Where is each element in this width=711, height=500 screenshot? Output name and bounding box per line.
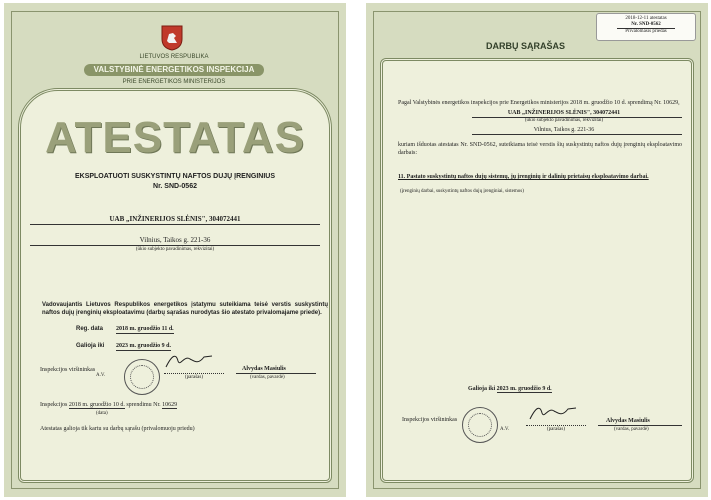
corner-number: Nr. SND-0562 [617, 22, 675, 29]
order-number: 10629 [162, 402, 178, 408]
annex-inspector-label: Inspekcijos viršininkas [402, 417, 458, 423]
order-date: 2018 m. gruodžio 10 d. [68, 402, 125, 408]
official-name-line [236, 373, 316, 374]
annex-stamp-seal-icon [462, 407, 498, 443]
annex-holder-caption: (ūkio subjekto pavadinimas, rekvizitai) [524, 118, 604, 123]
holder-address: Vilnius, Taikos g. 221-36 [139, 236, 211, 244]
seal-initials: A.V. [96, 373, 106, 378]
annex-valid-label: Galioja iki [468, 386, 496, 392]
annex-official-name: Alvydas Masiulis [606, 418, 650, 424]
stamp-seal-icon [124, 359, 160, 395]
certificate-subtitle: EKSPLOATUOTI SUSKYSTINTŲ NAFTOS DUJŲ ĮRENGINIUS [74, 173, 276, 180]
corner-label: Privalomasis priedas [625, 29, 667, 34]
issued-text: kuriam išduotas atestatas Nr. SND-0562, suteikiama teisė verstis šių suskystintų naftos dujų įrenginių eksploatavimo darbais: [398, 142, 682, 156]
signature-icon [164, 351, 214, 371]
footer-note: Atestatas galioja tik kartu su darbų sąrašu (privalomuoju priedu) [40, 426, 195, 432]
annex-holder-name: UAB „INŽINERIJOS SLĖNIS", 304072441 [507, 110, 621, 116]
holder-name-line [30, 224, 320, 225]
inspector-label: Inspekcijos viršininkas [40, 367, 96, 373]
annex-intro: Pagal Valstybinės energetikos inspekcijos prie Energetikos ministerijos 2018 m. gruodžio 10 d. sprendimą Nr. 10629, [398, 100, 680, 106]
certificate-page [4, 3, 346, 497]
corner-date: 2018-12-11 atestatas [625, 16, 667, 21]
reg-date-label: Reg. data [76, 326, 104, 332]
reg-date-value: 2018 m. gruodžio 11 d. [116, 326, 174, 332]
agency-banner: VALSTYBINĖ ENERGETIKOS INSPEKCIJA [84, 64, 264, 76]
annex-page [366, 3, 708, 497]
country-label: LIETUVOS RESPUBLIKA [139, 54, 209, 60]
order-prefix: Inspekcijos [40, 402, 68, 408]
holder-caption: (ūkio subjekto pavadinimas, rekvizitai) [135, 247, 215, 252]
annex-name-caption: (vardas, pavardė) [614, 427, 649, 432]
annex-signature-caption: (parašas) [546, 427, 566, 432]
order-line [40, 401, 177, 409]
coat-of-arms-icon [161, 25, 183, 51]
holder-name: UAB „INŽINERIJOS SLĖNIS", 304072441 [109, 215, 241, 223]
corner-stamp [596, 13, 696, 41]
order-caption: (data) [96, 411, 108, 416]
official-name: Alvydas Masiulis [242, 366, 286, 372]
valid-until-label: Galioja iki [76, 343, 105, 349]
signature-line [164, 373, 224, 374]
signature-caption: (parašas) [184, 375, 204, 380]
annex-signature-line [526, 425, 586, 426]
annex-valid-line [468, 385, 552, 393]
work-item: 11. Pastato suskystintų naftos dujų sistemų, jų įrenginių ir dalinių prietaisų eksploatavimo darbai. [398, 174, 649, 180]
ministry-label: PRIE ENERGETIKOS MINISTERIJOS [122, 79, 226, 85]
annex-address-line [472, 134, 682, 135]
certificate-number: Nr. SND-0562 [153, 183, 197, 190]
annex-valid-value: 2023 m. gruodžio 9 d. [496, 386, 552, 392]
basis-text: Vadovaujantis Lietuvos Respublikos energetikos įstatymu suteikiama teisė verstis suskystintų naftos dujų įrenginių eksploatavimu (darbų sąrašas nurodytas šio atestato privalomajame priede). [42, 302, 328, 316]
holder-address-line [30, 245, 320, 246]
work-caption: (įrenginių darbai, suskystintų naftos dujų įrenginiai, sistemos) [400, 189, 524, 194]
order-mid: sprendimu Nr. [126, 402, 161, 408]
certificate-title: ATESTATAS [45, 113, 305, 162]
annex-official-line [598, 425, 682, 426]
annex-seal-initials: A.V. [500, 427, 510, 432]
annex-holder-address: Vilnius, Taikos g. 221-36 [533, 127, 595, 133]
official-name-caption: (vardas, pavardė) [250, 375, 285, 380]
annex-signature-icon [528, 403, 578, 423]
annex-title: DARBŲ SĄRAŠAS [486, 41, 566, 51]
valid-until-value: 2023 m. gruodžio 9 d. [116, 343, 172, 349]
